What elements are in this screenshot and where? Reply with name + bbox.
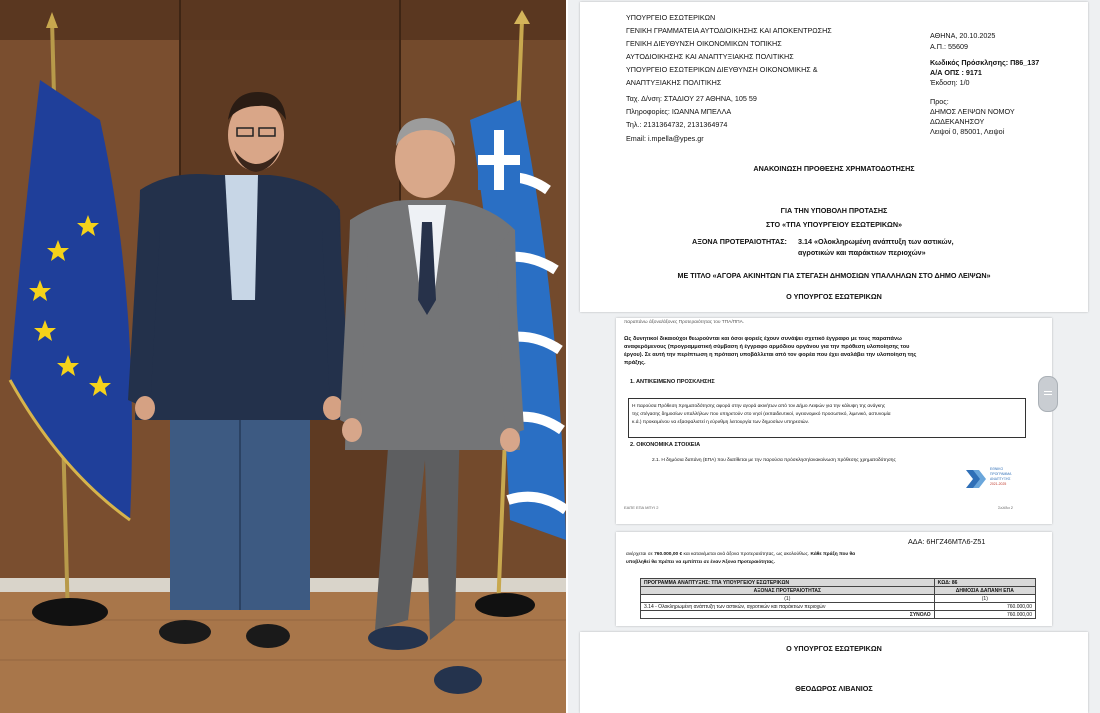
footer-left: ΕΑΠΕ ΕΠΑ ΜΠΥΙ 2 [624, 505, 659, 510]
footer-page-number: Σελίδα 2 [998, 505, 1014, 510]
table-cell: ΠΡΟΓΡΑΜΜΑ ΑΝΑΠΤΥΞΗΣ: ΤΠΑ ΥΠΟΥΡΓΕΙΟΥ ΕΣΩΤΕΡΙΚΩΝ [641, 579, 935, 587]
axis-value: αγροτικών και παράκτιων περιοχών» [798, 248, 926, 257]
paragraph-line: πράξης. [624, 360, 646, 366]
section-heading: 1. ΑΝΤΙΚΕΙΜΕΝΟ ΠΡΟΣΚΛΗΣΗΣ [630, 379, 715, 385]
table-cell: (1) [934, 595, 1035, 603]
logo-text: ΠΡΟΓΡΑΜΜΑ [990, 472, 1012, 476]
table-row [641, 587, 1036, 595]
page-text: παραπάνω άξονα/άξονες Προτεραιότητας του ΤΠΑ/ΠΠΑ. [624, 320, 745, 325]
document-collage [568, 0, 1100, 713]
ops-id: Α/Α ΟΠΣ : 9171 [930, 68, 982, 77]
header-line: ΥΠΟΥΡΓΕΙΟ ΕΣΩΤΕΡΙΚΩΝ ΔΙΕΥΘΥΝΣΗ ΟΙΚΟΝΟΜΙΚΗΣ & [626, 65, 818, 74]
header-line: ΑΥΤΟΔΙΟΙΚΗΣΗΣ ΚΑΙ ΑΝΑΠΤΥΞΙΑΚΗΣ ΠΟΛΙΤΙΚΗΣ [626, 52, 794, 61]
document-page-3 [616, 532, 1052, 626]
submission-line: ΣΤΟ «ΤΠΑ ΥΠΟΥΡΓΕΙΟΥ ΕΣΩΤΕΡΙΚΩΝ» [765, 220, 903, 229]
table-cell: ΔΗΜΟΣΙΑ ΔΑΠΑΝΗ ΕΠΑ [934, 587, 1035, 595]
box-line: της στέγασης δημοσίων υπαλλήλων που υπηρετούν στο νησί (εκπαιδευτικοί, υγειονομικό προσωπικό, λιμενικό, αστυνομία [632, 412, 891, 417]
logo-text: 2021-2025 [990, 482, 1007, 486]
minister-name: ΘΕΟΔΩΡΟΣ ΛΙΒΑΝΙΟΣ [795, 684, 873, 693]
amount-note: Κάθε πράξη που θα [809, 552, 856, 557]
paragraph-line: έργου). Σε αυτή την περίπτωση η πρόταση υποβάλλεται από τον φορέα που έχει αναλάβει την υλοποίηση της [624, 352, 917, 358]
edition: Έκδοση: 1/0 [930, 78, 970, 87]
table-cell: ΚΩΔ: 86 [934, 579, 1035, 587]
section-line: 2.1. Η δημόσια δαπάνη (ΕΠΑ) που διατίθεται με την παρούσα πρόσκληση/ανακοίνωση πρόθεσης χρηματοδότησης [652, 458, 896, 463]
amount-line-2: υποβληθεί θα πρέπει να εμπίπτει σε έναν Άξονα Προτεραιότητας. [626, 560, 775, 565]
recipient-line: Λειψοί 0, 85001, Λειψοί [930, 127, 1005, 136]
announcement-title: ΑΝΑΚΟΙΝΩΣΗ ΠΡΟΘΕΣΗΣ ΧΡΗΜΑΤΟΔΟΤΗΣΗΣ [753, 164, 915, 173]
document-page-2 [616, 318, 1052, 524]
scroll-handle[interactable] [1038, 376, 1058, 412]
recipient-line: ΔΗΜΟΣ ΛΕΙΨΩΝ ΝΟΜΟΥ [930, 107, 1015, 116]
box-line: κ.ά.) προκειμένου να εξασφαλιστεί η εύρυθμη λειτουργία των δημοσίων υπηρεσιών. [632, 420, 810, 425]
budget-table [640, 578, 1036, 619]
submission-line: ΓΙΑ ΤΗΝ ΥΠΟΒΟΛΗ ΠΡΟΤΑΣΗΣ [780, 206, 888, 215]
contact-info: Πληροφορίες: ΙΩΑΝΝΑ ΜΠΕΛΛΑ [626, 107, 732, 116]
paragraph-line: αναφερόμενους (προγραμματική σύμβαση ή έγγραφο αρμόδιου οργάνου για την πρόθεση υλοποίησης του [624, 344, 910, 350]
table-row [641, 603, 1036, 611]
document-date: ΑΘΗΝΑ, 20.10.2025 [930, 31, 996, 40]
table-row [641, 611, 1036, 619]
table-row [641, 595, 1036, 603]
section-heading: 2. ΟΙΚΟΝΟΜΙΚΑ ΣΤΟΙΧΕΙΑ [630, 442, 701, 448]
header-line: ΑΝΑΠΤΥΞΙΑΚΗΣ ΠΟΛΙΤΙΚΗΣ [626, 78, 722, 87]
contact-phone: Τηλ.: 2131364732, 2131364974 [626, 120, 728, 129]
document-page-4 [580, 632, 1088, 713]
national-development-program-logo [966, 468, 988, 490]
table-cell: 760.000,00 [934, 611, 1035, 619]
recipient-label: Προς: [930, 97, 949, 106]
minister-title: Ο ΥΠΟΥΡΓΟΣ ΕΣΩΤΕΡΙΚΩΝ [786, 644, 882, 653]
recipient-line: ΔΩΔΕΚΑΝΗΣΟΥ [930, 117, 985, 126]
contact-email: Email: i.mpella@ypes.gr [626, 134, 704, 143]
protocol-number: Α.Π.: 55609 [930, 42, 968, 51]
header-line: ΥΠΟΥΡΓΕΙΟ ΕΣΩΤΕΡΙΚΩΝ [626, 13, 716, 22]
table-cell: 3.14 - Ολοκληρωμένη ανάπτυξη των αστικών, αγροτικών και παράκτιων περιοχών [641, 603, 935, 611]
table-cell: (1) [641, 595, 935, 603]
grip-icon [1039, 377, 1057, 395]
logo-text: ΑΝΑΠΤΥΞΗΣ [990, 477, 1011, 481]
subject-title: ΜΕ ΤΙΤΛΟ «ΑΓΟΡΑ ΑΚΙΝΗΤΩΝ ΓΙΑ ΣΤΕΓΑΣΗ ΔΗΜΟΣΙΩΝ ΥΠΑΛΛΗΛΩΝ ΣΤΟ ΔΗΜΟ ΛΕΙΨΩΝ» [677, 271, 991, 280]
table-cell: ΑΞΟΝΑΣ ΠΡΟΤΕΡΑΙΟΤΗΤΑΣ [641, 587, 935, 595]
amount-prefix: ανέρχεται σε [626, 552, 655, 557]
table-row [641, 579, 1036, 587]
axis-value: 3.14 «Ολοκληρωμένη ανάπτυξη των αστικών, [798, 237, 954, 246]
contact-address: Ταχ. Δ/νση: ΣΤΑΔΙΟΥ 27 ΑΘΗΝΑ, 105 59 [626, 94, 757, 103]
ada-code: ΑΔΑ: 6ΗΓΖ46ΜΤΛ6-Ζ51 [908, 537, 986, 546]
paragraph-line: Ως δυνητικοί δικαιούχοι θεωρούνται και όσοι φορείς έχουν συνάψει σχετικό έγγραφο με τους παραπάνω [624, 336, 902, 342]
header-line: ΓΕΝΙΚΗ ΔΙΕΥΘΥΝΣΗ ΟΙΚΟΝΟΜΙΚΩΝ ΤΟΠΙΚΗΣ [626, 39, 782, 48]
minister-title: Ο ΥΠΟΥΡΓΟΣ ΕΣΩΤΕΡΙΚΩΝ [786, 292, 882, 301]
header-line: ΓΕΝΙΚΗ ΓΡΑΜΜΑΤΕΙΑ ΑΥΤΟΔΙΟΙΚΗΣΗΣ ΚΑΙ ΑΠΟΚΕΝΤΡΩΣΗΣ [626, 26, 832, 35]
amount-value: 760.000,00 € [654, 552, 683, 557]
box-line: Η παρούσα Πρόθεση Χρηματοδότησης αφορά στην αγορά ακινήτων από τον Δήμο Λειψών για την κάλυψη της ανάγκης [632, 404, 886, 409]
chevron-logo-icon [966, 468, 988, 490]
table-cell: ΣΥΝΟΛΟ [641, 611, 935, 619]
amount-line [626, 552, 855, 558]
amount-suffix: και κατανέμεται ανά άξονα προτεραιότητας, ως ακολούθως. [682, 552, 810, 557]
document-page-1 [580, 2, 1088, 312]
table-cell: 760.000,00 [934, 603, 1035, 611]
invitation-code: Κωδικός Πρόσκλησης: Π86_137 [930, 58, 1040, 67]
logo-text: ΕΘΝΙΚΟ [990, 467, 1004, 471]
axis-label: ΑΞΟΝΑ ΠΡΟΤΕΡΑΙΟΤΗΤΑΣ: [692, 237, 787, 246]
